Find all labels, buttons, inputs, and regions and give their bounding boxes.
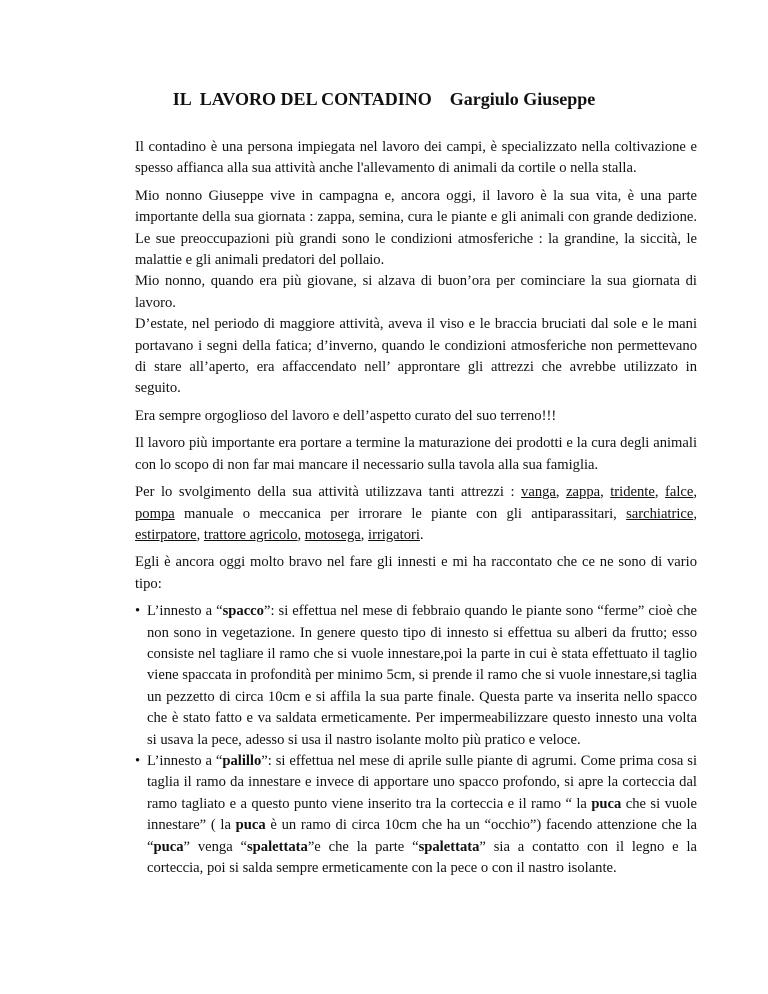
bold-term: spacco bbox=[222, 603, 264, 620]
text-run: L’innesto a “ bbox=[147, 603, 223, 620]
title-main: IL LAVORO DEL CONTADINO bbox=[172, 89, 432, 109]
paragraph-giornata: Mio nonno, quando era più giovane, si alzava di buon’ora per cominciare la sua giornata di lavoro. bbox=[135, 273, 697, 311]
document-body bbox=[135, 137, 697, 879]
text-run: ”: si effettua nel mese di aprile sulle piante di agrumi. Come prima cosa si taglia il ramo da innestare e invece di apportare uno spacco profondo, si apre la corteccia dal ramo tagliato e a questo punto viene inserito tra la corteccia e il ramo “ la bbox=[147, 752, 697, 812]
bullet-icon: • bbox=[135, 752, 141, 769]
tool-pompa: pompa bbox=[135, 505, 175, 522]
list-item-text bbox=[147, 601, 697, 751]
paragraph-nonno: Mio nonno Giuseppe vive in campagna e, ancora oggi, il lavoro è la sua vita, è una parte importante della sua giornata : zappa, semina, cura le piante e gli animali con grande dedizione. Le sue preoccupazioni più grandi sono le condizioni atmosferiche : la grandine, la siccità, le malattie e gli animali predatori del pollaio. bbox=[135, 187, 697, 269]
paragraph-attrezzi: Per lo svolgimento della sua attività utilizzava tanti attrezzi : vanga, zappa, tridente, falce, pompa manuale o meccanica per irrorare le piante con gli antiparassitari, sarchiatrice, estirpatore, trattore agricolo, motosega, irrigatori. bbox=[135, 484, 697, 543]
paragraph-text: manuale o meccanica per irrorare le piante con gli antiparassitari, bbox=[174, 505, 627, 522]
list-item-palillo bbox=[135, 751, 697, 879]
tool-estirpatore: estirpatore bbox=[135, 526, 197, 543]
paragraph-stagioni: D’estate, nel periodo di maggiore attività, aveva il viso e le braccia bruciati dal sole e le mani portavano i segni della fatica; d’inverno, quando le condizioni atmosferiche non permettevano di stare all’aperto, era affaccendato nell’ approntare gli attrezzi che avrebbe utilizzato in seguito. bbox=[135, 316, 697, 397]
paragraph-innesti: Egli è ancora oggi molto bravo nel fare gli innesti e mi ha raccontato che ce ne sono di vario tipo: bbox=[135, 554, 697, 592]
tool-falce: falce bbox=[664, 484, 694, 501]
bold-term: palillo bbox=[222, 752, 262, 769]
link-allevamento: allevamento di animali bbox=[363, 160, 498, 177]
list-item-spacco bbox=[135, 601, 697, 751]
tool-trattore: trattore agricolo bbox=[203, 526, 298, 543]
paragraph-text: Per lo svolgimento della sua attività utilizzava tanti attrezzi : bbox=[135, 484, 515, 501]
text-run: ” sia a contatto con il legno e la corteccia, poi si salda sempre ermeticamente con la pece o con il nastro isolante. bbox=[147, 838, 697, 876]
bold-term: spalettata bbox=[418, 838, 480, 855]
tool-vanga: vanga bbox=[521, 484, 556, 501]
page-title bbox=[0, 87, 768, 111]
text-run: ” venga “ bbox=[183, 838, 247, 855]
bold-term: puca bbox=[235, 817, 266, 834]
text-run: L’innesto a “ bbox=[147, 752, 223, 769]
paragraph-text: Il contadino è una persona impiegata nel lavoro dei campi, è specializzato nella coltivazione e spesso affianca alla sua attività anche l' bbox=[135, 139, 697, 177]
text-run: ”: si effettua nel mese di febbraio quando le piante sono “ferme” cioè che non sono in vegetazione. In genere questo tipo di innesto si effettua su alberi da frutto; esso consiste nel tagliare il ramo che si vuole innestare,poi la parte in cui è stata effettuato il taglio viene spaccata in profondità per minimo 5cm, si prende il ramo che si vuole innestare,si taglia un pezzetto di circa 10cm e si affila la sua parte finale. Questa parte va inserita nello spacco che è stato fatto e va saldata ermeticamente. Per impermeabilizzare questo innesto una volta si usava la pece, adesso si usa il nastro isolante molto più pratico e veloce. bbox=[147, 603, 697, 748]
bullet-icon: • bbox=[135, 603, 141, 620]
tool-sarchiatrice: sarchiatrice bbox=[626, 505, 694, 522]
bold-term: puca bbox=[591, 795, 622, 812]
title-author: Gargiulo Giuseppe bbox=[449, 89, 596, 109]
bold-term: spalettata bbox=[247, 838, 308, 855]
tool-zappa: zappa bbox=[566, 484, 601, 501]
text-run: ”e che la parte “ bbox=[307, 838, 419, 855]
bold-term: puca bbox=[153, 838, 184, 855]
list-item-text bbox=[147, 751, 697, 879]
text-run: è un ramo di circa 10cm che ha un “occhio”) facendo attenzione che la “ bbox=[147, 817, 697, 855]
paragraph-lavoro: Il lavoro più importante era portare a termine la maturazione dei prodotti e la cura degli animali con lo scopo di non far mai mancare il necessario sulla tavola alla sua famiglia. bbox=[135, 435, 697, 473]
paragraph-intro bbox=[135, 137, 697, 180]
text-run: che si vuole innestare” ( la bbox=[147, 795, 697, 834]
tool-motosega: motosega bbox=[304, 526, 361, 543]
paragraph-text: da cortile o nella stalla. bbox=[497, 160, 637, 177]
tool-irrigatori: irrigatori bbox=[368, 526, 420, 543]
paragraph-orgoglio: Era sempre orgoglioso del lavoro e dell’aspetto curato del suo terreno!!! bbox=[135, 407, 557, 424]
tool-tridente: tridente bbox=[610, 484, 655, 501]
